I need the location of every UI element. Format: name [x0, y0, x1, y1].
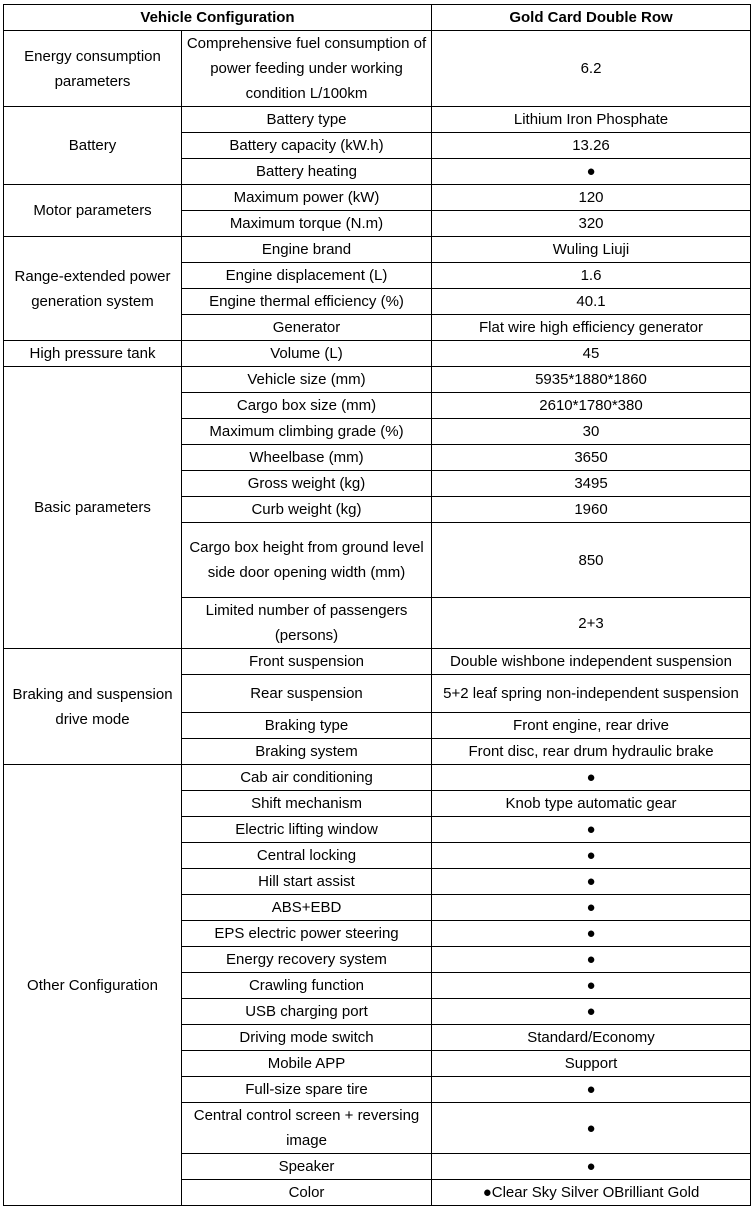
parameter-label: Braking type: [182, 713, 432, 739]
parameter-label: Central locking: [182, 843, 432, 869]
parameter-label: Battery type: [182, 107, 432, 133]
parameter-label: Engine displacement (L): [182, 263, 432, 289]
parameter-label: EPS electric power steering: [182, 921, 432, 947]
parameter-value: Front disc, rear drum hydraulic brake: [432, 739, 751, 765]
parameter-value: ●: [432, 843, 751, 869]
parameter-value: 3650: [432, 445, 751, 471]
parameter-value: 1.6: [432, 263, 751, 289]
parameter-value: ●: [432, 921, 751, 947]
table-row: [4, 649, 751, 675]
parameter-value: ●: [432, 895, 751, 921]
vehicle-spec-table: [3, 4, 751, 1206]
parameter-label: Engine thermal efficiency (%): [182, 289, 432, 315]
parameter-value: ●: [432, 947, 751, 973]
parameter-value: Standard/Economy: [432, 1025, 751, 1051]
parameter-value: ●: [432, 765, 751, 791]
parameter-label: Full-size spare tire: [182, 1077, 432, 1103]
parameter-value: 2+3: [432, 598, 751, 649]
parameter-value: Lithium Iron Phosphate: [432, 107, 751, 133]
parameter-label: Hill start assist: [182, 869, 432, 895]
parameter-value: ●: [432, 1154, 751, 1180]
parameter-label: Limited number of passengers (persons): [182, 598, 432, 649]
parameter-value: 120: [432, 185, 751, 211]
parameter-label: Curb weight (kg): [182, 497, 432, 523]
parameter-label: Battery heating: [182, 159, 432, 185]
parameter-value: ●: [432, 999, 751, 1025]
parameter-value: 40.1: [432, 289, 751, 315]
group-name: Battery: [4, 107, 182, 185]
parameter-label: Engine brand: [182, 237, 432, 263]
parameter-value: 5935*1880*1860: [432, 367, 751, 393]
group-name: Braking and suspension drive mode: [4, 649, 182, 765]
header-model: Gold Card Double Row: [432, 5, 751, 31]
parameter-value: Support: [432, 1051, 751, 1077]
parameter-value: 2610*1780*380: [432, 393, 751, 419]
table-row: [4, 341, 751, 367]
parameter-value: Flat wire high efficiency generator: [432, 315, 751, 341]
parameter-label: Cab air conditioning: [182, 765, 432, 791]
parameter-value: 3495: [432, 471, 751, 497]
parameter-value: 13.26: [432, 133, 751, 159]
parameter-label: Color: [182, 1180, 432, 1206]
parameter-label: USB charging port: [182, 999, 432, 1025]
group-name: Energy consumption parameters: [4, 31, 182, 107]
parameter-label: Gross weight (kg): [182, 471, 432, 497]
parameter-label: Wheelbase (mm): [182, 445, 432, 471]
parameter-value: 6.2: [432, 31, 751, 107]
parameter-label: Braking system: [182, 739, 432, 765]
parameter-label: Vehicle size (mm): [182, 367, 432, 393]
parameter-label: Rear suspension: [182, 675, 432, 713]
parameter-value: Double wishbone independent suspension: [432, 649, 751, 675]
group-name: Motor parameters: [4, 185, 182, 237]
parameter-label: Cargo box height from ground level side door opening width (mm): [182, 523, 432, 598]
parameter-value: ●Clear Sky Silver OBrilliant Gold: [432, 1180, 751, 1206]
spec-body: [4, 31, 751, 1206]
parameter-value: 30: [432, 419, 751, 445]
parameter-label: Maximum power (kW): [182, 185, 432, 211]
parameter-label: Central control screen + reversing image: [182, 1103, 432, 1154]
parameter-label: Maximum climbing grade (%): [182, 419, 432, 445]
parameter-label: Crawling function: [182, 973, 432, 999]
group-name: Other Configuration: [4, 765, 182, 1206]
parameter-label: Comprehensive fuel consumption of power feeding under working condition L/100km: [182, 31, 432, 107]
parameter-label: Mobile APP: [182, 1051, 432, 1077]
parameter-value: ●: [432, 1103, 751, 1154]
parameter-value: ●: [432, 1077, 751, 1103]
parameter-label: Volume (L): [182, 341, 432, 367]
parameter-label: Cargo box size (mm): [182, 393, 432, 419]
table-row: [4, 107, 751, 133]
header-row: [4, 5, 751, 31]
parameter-value: 1960: [432, 497, 751, 523]
parameter-value: 320: [432, 211, 751, 237]
parameter-value: ●: [432, 869, 751, 895]
parameter-value: Knob type automatic gear: [432, 791, 751, 817]
group-name: High pressure tank: [4, 341, 182, 367]
parameter-label: Generator: [182, 315, 432, 341]
parameter-label: Maximum torque (N.m): [182, 211, 432, 237]
parameter-label: Battery capacity (kW.h): [182, 133, 432, 159]
group-name: Basic parameters: [4, 367, 182, 649]
parameter-label: Energy recovery system: [182, 947, 432, 973]
parameter-value: ●: [432, 159, 751, 185]
parameter-value: 850: [432, 523, 751, 598]
parameter-label: Front suspension: [182, 649, 432, 675]
parameter-value: Wuling Liuji: [432, 237, 751, 263]
table-row: [4, 367, 751, 393]
table-row: [4, 765, 751, 791]
table-row: [4, 185, 751, 211]
header-vehicle-configuration: Vehicle Configuration: [4, 5, 432, 31]
parameter-label: ABS+EBD: [182, 895, 432, 921]
group-name: Range-extended power generation system: [4, 237, 182, 341]
table-row: [4, 237, 751, 263]
parameter-label: Shift mechanism: [182, 791, 432, 817]
parameter-value: ●: [432, 817, 751, 843]
parameter-value: Front engine, rear drive: [432, 713, 751, 739]
parameter-label: Speaker: [182, 1154, 432, 1180]
table-row: [4, 31, 751, 107]
parameter-value: ●: [432, 973, 751, 999]
parameter-value: 5+2 leaf spring non-independent suspension: [432, 675, 751, 713]
parameter-label: Electric lifting window: [182, 817, 432, 843]
parameter-value: 45: [432, 341, 751, 367]
parameter-label: Driving mode switch: [182, 1025, 432, 1051]
